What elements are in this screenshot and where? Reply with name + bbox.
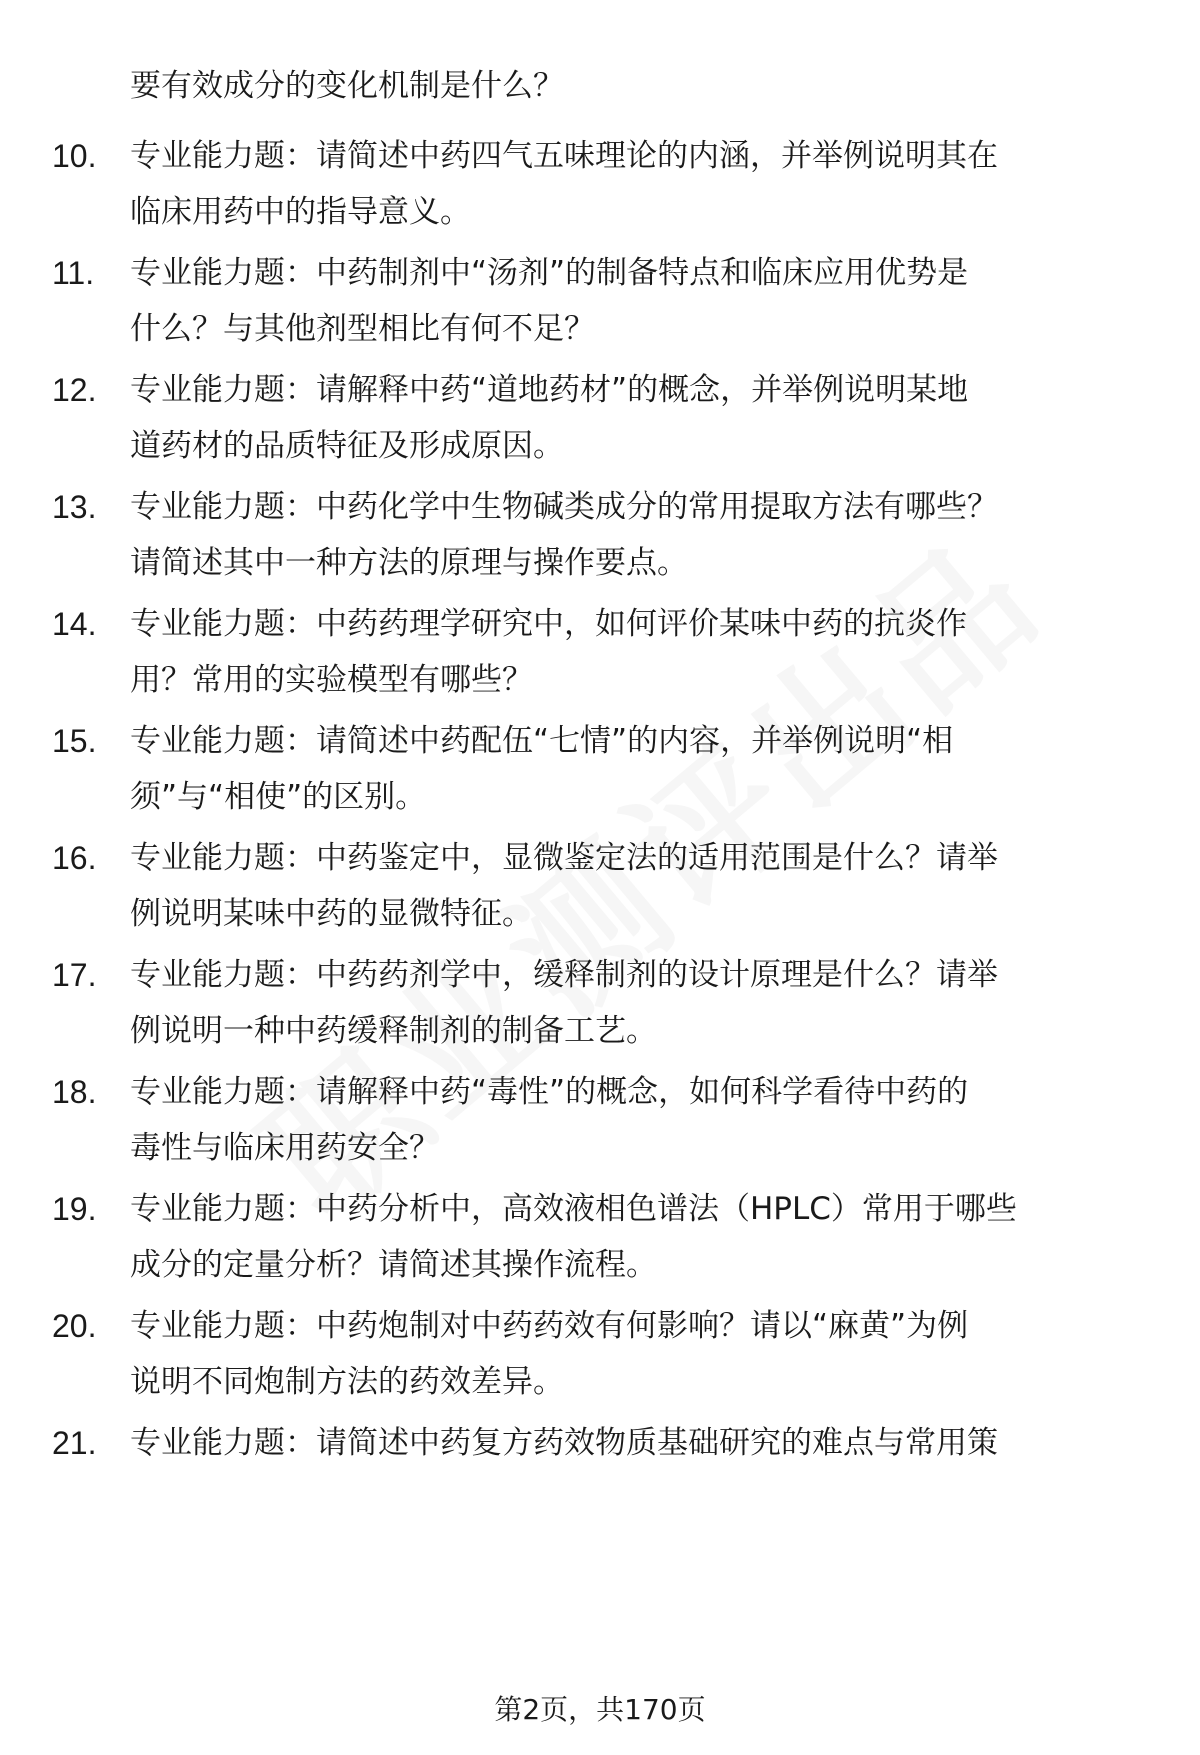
question-line: 专业能力题：请解释中药“道地药材”的概念，并举例说明某地 xyxy=(130,372,969,408)
question-line: 例说明某味中药的显微特征。 xyxy=(130,896,533,932)
question-item xyxy=(0,830,1200,942)
page-footer: 第2页，共170页 xyxy=(494,1693,706,1726)
question-item xyxy=(0,1298,1200,1410)
question-number: 11. xyxy=(52,255,95,291)
question-number: 10. xyxy=(52,138,97,174)
question-line: 专业能力题：中药药剂学中，缓释制剂的设计原理是什么？请举 xyxy=(130,957,998,993)
question-number: 13. xyxy=(52,489,97,525)
question-line: 专业能力题：请简述中药四气五味理论的内涵，并举例说明其在 xyxy=(130,138,998,174)
question-number: 20. xyxy=(52,1308,97,1344)
question-line: 专业能力题：中药鉴定中，显微鉴定法的适用范围是什么？请举 xyxy=(130,840,998,876)
question-line: 专业能力题：中药化学中生物碱类成分的常用提取方法有哪些？ xyxy=(130,489,998,525)
question-line: 毒性与临床用药安全？ xyxy=(130,1130,440,1166)
question-number: 14. xyxy=(52,606,97,642)
carried-over-line: 要有效成分的变化机制是什么？ xyxy=(130,68,564,104)
question-number: 16. xyxy=(52,840,97,876)
question-line: 例说明一种中药缓释制剂的制备工艺。 xyxy=(130,1013,657,1049)
question-line: 专业能力题：中药药理学研究中，如何评价某味中药的抗炎作 xyxy=(130,606,967,642)
question-line: 请简述其中一种方法的原理与操作要点。 xyxy=(130,545,688,581)
question-line: 临床用药中的指导意义。 xyxy=(130,194,471,230)
question-item xyxy=(0,479,1200,591)
question-line: 成分的定量分析？请简述其操作流程。 xyxy=(130,1247,657,1283)
question-line: 说明不同炮制方法的药效差异。 xyxy=(130,1364,564,1400)
question-item xyxy=(0,245,1200,357)
question-line: 专业能力题：中药炮制对中药药效有何影响？请以“麻黄”为例 xyxy=(130,1308,969,1344)
question-item xyxy=(0,947,1200,1059)
question-item xyxy=(0,1064,1200,1176)
question-number: 21. xyxy=(52,1425,97,1461)
question-line: 专业能力题：请简述中药配伍“七情”的内容，并举例说明“相 xyxy=(130,723,954,759)
question-line: 专业能力题：请简述中药复方药效物质基础研究的难点与常用策 xyxy=(130,1425,998,1461)
question-item xyxy=(0,1415,1200,1471)
question-number: 15. xyxy=(52,723,97,759)
question-item xyxy=(0,596,1200,708)
question-item xyxy=(0,128,1200,240)
question-line: 专业能力题：中药分析中，高效液相色谱法（HPLC）常用于哪些 xyxy=(130,1191,1017,1227)
question-line: 须”与“相使”的区别。 xyxy=(130,779,427,815)
question-line: 专业能力题：请解释中药“毒性”的概念，如何科学看待中药的 xyxy=(130,1074,969,1110)
question-line: 用？常用的实验模型有哪些？ xyxy=(130,662,533,698)
question-item xyxy=(0,362,1200,474)
question-number: 18. xyxy=(52,1074,97,1110)
question-number: 19. xyxy=(52,1191,97,1227)
question-item xyxy=(0,1181,1200,1293)
question-line: 专业能力题：中药制剂中“汤剂”的制备特点和临床应用优势是 xyxy=(130,255,969,291)
question-number: 12. xyxy=(52,372,97,408)
question-line: 什么？与其他剂型相比有何不足？ xyxy=(130,311,595,347)
question-item xyxy=(0,713,1200,825)
question-number: 17. xyxy=(52,957,97,993)
question-line: 道药材的品质特征及形成原因。 xyxy=(130,428,564,464)
